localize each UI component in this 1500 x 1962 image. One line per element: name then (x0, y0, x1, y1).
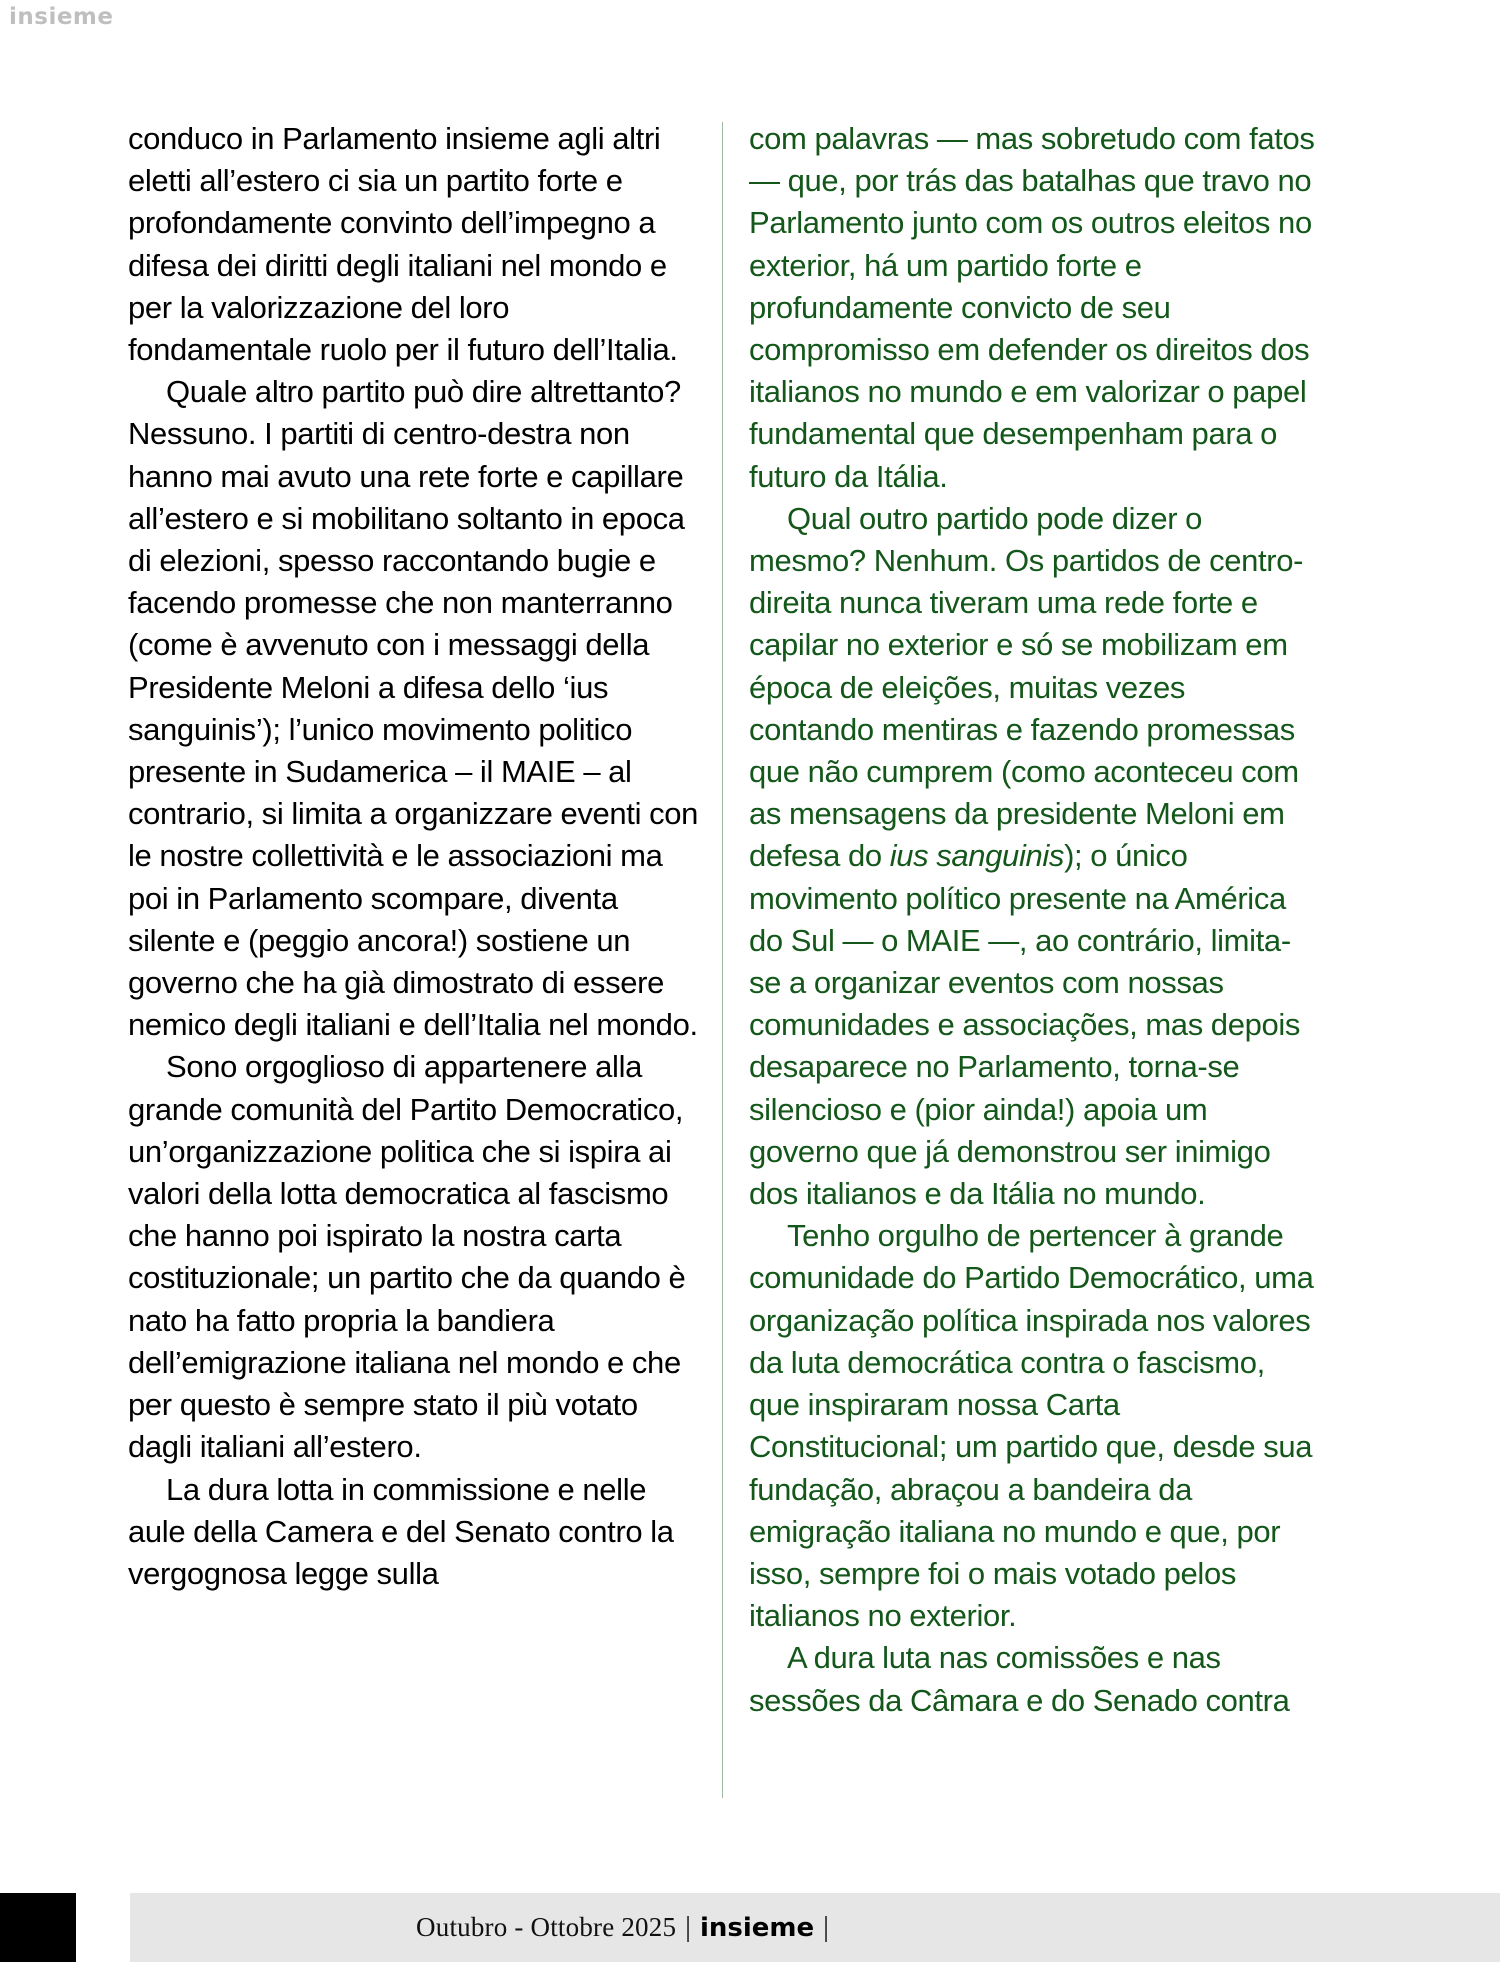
footer-logo: insieme (699, 1913, 815, 1943)
paragraph (749, 1637, 1317, 1721)
column-portuguese (723, 118, 1317, 1722)
portuguese-article-text (749, 118, 1317, 1722)
footer-separator-right: | (823, 1911, 829, 1943)
page-footer (130, 1893, 1500, 1962)
italic-term: ius sanguinis (889, 838, 1065, 874)
paragraph (128, 118, 700, 371)
masthead (0, 0, 114, 40)
text-run: Sono orgoglioso di appartenere alla grande comunità del Partito Democratico, un’organizzazione politica che si ispira ai valori della lotta democratica al fascismo che hanno poi ispirato la nostra carta costituzionale; un partito che da quando è nato ha fatto propria la bandiera dell’emigrazione italiana nel mondo e che per questo è sempre stato il più votato dagli italiani all’estero. (128, 1049, 686, 1465)
footer-issue-date: Outubro - Ottobre 2025 (416, 1912, 677, 1942)
text-run: La dura lotta in commissione e nelle aule della Camera e del Senato contro la vergognosa legge sulla (128, 1471, 674, 1591)
column-italian (128, 118, 722, 1595)
text-run: conduco in Parlamento insieme agli altri eletti all’estero ci sia un partito forte e profondamente convinto dell’impegno a difesa dei diritti degli italiani nel mondo e per la valorizzazione del loro fondamentale ruolo per il futuro dell’Italia. (128, 121, 678, 368)
paragraph (128, 1046, 700, 1468)
text-run: com palavras — mas sobretudo com fatos — que, por trás das batalhas que travo no Parlamento junto com os outros eleitos no exterior, há um partido forte e profundamente convicto de seu compromisso em defender os direitos dos italianos no mundo e em valorizar o papel fundamental que desempenham para o futuro da Itália. (749, 121, 1315, 494)
text-run: A dura luta nas comissões e nas sessões da Câmara e do Senado contra (749, 1640, 1290, 1718)
text-run: Tenho orgulho de pertencer à grande comunidade do Partido Democrático, uma organização política inspirada nos valores da luta democrática contra o fascismo, que inspiraram nossa Carta Constitucional; um partido que, desde sua fundação, abraçou a bandeira da emigração italiana no mundo e que, por isso, sempre foi o mais votado pelos italianos no exterior. (749, 1218, 1314, 1634)
text-run: Qual outro partido pode dizer o mesmo? Nenhum. Os partidos de centro-direita nunca tiveram uma rede forte e capilar no exterior e só se mobilizam em época de eleições, muitas vezes contando mentiras e fazendo promessas que não cumprem (como aconteceu com as mensagens da presidente Meloni em defesa do (749, 500, 1304, 874)
page-left-edge (0, 0, 88, 1962)
paragraph (128, 1469, 700, 1596)
footer-separator-left: | (685, 1911, 691, 1943)
footer-black-block (0, 1893, 76, 1962)
footer-content (416, 1911, 838, 1944)
paragraph (749, 118, 1317, 498)
text-run: ); o único movimento político presente na América do Sul — o MAIE —, ao contrário, limita-se a organizar eventos com nossas comunidades e associações, mas depois desaparece no Parlamento, torna-se silencioso e (pior ainda!) apoia um governo que já demonstrou ser inimigo dos italianos e da Itália no mundo. (749, 838, 1301, 1212)
italian-article-text (128, 118, 700, 1595)
paragraph (749, 498, 1317, 1215)
masthead-logo: insieme (9, 4, 114, 30)
text-run: Quale altro partito può dire altrettanto? Nessuno. I partiti di centro-destra non hanno mai avuto una rete forte e capillare all’estero e si mobilitano soltanto in epoca di elezioni, spesso raccontando bugie e facendo promesse che non manterranno (come è avvenuto con i messaggi della Presidente Meloni a difesa dello ‘ius sanguinis’); l’unico movimento politico presente in Sudamerica – il MAIE – al contrario, si limita a organizzare eventi con le nostre collettività e le associazioni ma poi in Parlamento scompare, diventa silente e (peggio ancora!) sostiene un governo che ha già dimostrato di essere nemico degli italiani e dell’Italia nel mondo. (128, 374, 698, 1043)
paragraph (749, 1215, 1317, 1637)
article-body (128, 118, 1368, 1798)
paragraph (128, 371, 700, 1046)
